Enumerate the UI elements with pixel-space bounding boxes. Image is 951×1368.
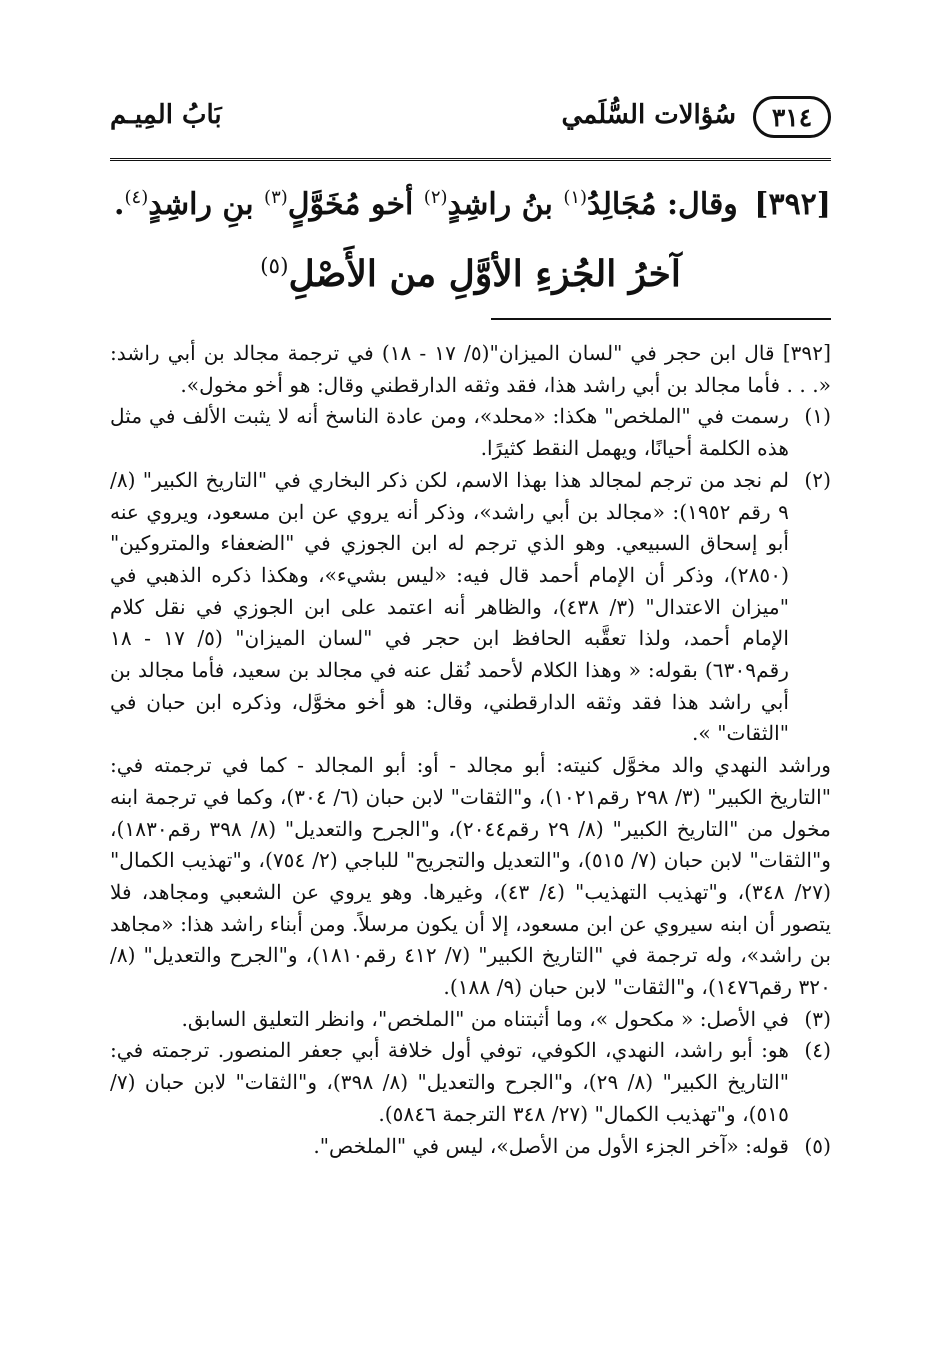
book-title: سُؤالات السُّلَمي	[561, 100, 736, 130]
end-of-part-title: آخرُ الجُزءِ الأوَّلِ من الأَصْلِ	[288, 253, 681, 295]
footnote-text: هو: أبو راشد، النهدي، الكوفي، توفي أول خلافة أبي جعفر المنصور. ترجمته في: "التاريخ الكبير" (٨/ ٢٩)، و"الجرح والتعديل" (٨/ ٣٩٨)، و"الثقات" لابن حبان (٧/ ٥١٥)، و"تهذيب الكمال" (٢٧/ ٣٤٨ الترجمة ٥٨٤٦).	[110, 1038, 789, 1126]
footnote-number: (١)	[804, 404, 831, 429]
footnote-ref-3[interactable]: (٣)	[264, 187, 288, 208]
footnote-text: قوله: «آخر الجزء الأول من الأصل»، ليس في "الملخص".	[313, 1133, 789, 1158]
footnote-2-continuation: وراشد النهدي والد مخوَّل كنيته: أبو مجالد - أو: أبو المجالد - كما في ترجمته في: "التاريخ الكبير" (٣/ ٢٩٨ رقم١٠٢١)، و"الثقات" لابن حبان (٦/ ٣٠٤)، وكما في ترجمة ابنه مخول من "التاريخ الكبير" (٨/ ٢٩ رقم٢٠٤٤)، و"الجرح والتعديل" (٨/ ٣٩٨ رقم١٨٣٠)، و"الثقات" لابن حبان (٧/ ٥١٥)، و"التعديل والتجريح" للباجي (٢/ ٧٥٤)، و"تهذيب الكمال" (٢٧/ ٣٤٨)، و"تهذيب التهذيب" (٤/ ٤٣)، وغيرها. وهو يروي عن الشعبي ومجاهد، فلا يتصور أن ابنه سيروي عن ابن مسعود، إلا أن يكون مرسلاً. ومن أبناء راشد هذا: «مجاهد بن راشد»، وله ترجمة في "التاريخ الكبير" (٧/ ٤١٢ رقم١٨١٠)، و"الجرح والتعديل" (٨/ ٣٢٠ رقم١٤٧٦)، و"الثقات" لابن حبان (٩/ ١٨٨).	[110, 753, 832, 1000]
page-number: ٣١٤	[753, 96, 831, 138]
footnote-number: (٥)	[804, 1133, 831, 1158]
footnote-1	[110, 401, 831, 464]
footnote-number: (٤)	[804, 1038, 831, 1063]
footnote-ref-4[interactable]: (٤)	[124, 187, 149, 208]
footnote-text: رسمت في "الملخص" هكذا: «محلد»، ومن عادة الناسخ أنه لا يثبت الألف في مثل هذه الكلمة أحيانًا، ويهمل النقط كثيرًا.	[110, 404, 789, 461]
end-of-part-heading	[110, 244, 831, 304]
footnote-5	[110, 1131, 831, 1163]
chapter-title: بَابُ المِيـم	[110, 100, 222, 130]
footnote-4	[110, 1035, 831, 1130]
footnote-ref-5[interactable]: (٥)	[260, 254, 289, 279]
footnote-2	[110, 465, 831, 750]
entry-text-3: أخو مُخَوَّلٍ	[287, 187, 414, 222]
entry-text-4: بنِ راشِدٍ	[148, 187, 254, 222]
footnote-ref-2[interactable]: (٢)	[423, 187, 448, 208]
running-header	[110, 96, 831, 161]
footnote-text: لم نجد من ترجم لمجالد هذا بهذا الاسم، لكن ذكر البخاري في "التاريخ الكبير" (٨/ ٩ رقم ١٩٥٢): «مجالد بن أبي راشد»، وذكر أنه يروي عن ابن مسعود، ويروي عنه أبو إسحاق السبيعي. وهو الذي ترجم له ابن الجوزي في "الضعفاء والمتروكين" (٢٨٥٠)، وذكر أن الإمام أحمد قال فيه: «ليس بشيء»، وهكذا ذكره الذهبي في "ميزان الاعتدال" (٣/ ٤٣٨)، والظاهر أنه اعتمد على ابن الجوزي في نقل كلام الإمام أحمد، ولذا تعقَّبه الحافظ ابن حجر في "لسان الميزان" (٥/ ١٧ - ١٨ رقم٦٣٠٩) بقوله: « وهذا الكلام لأحمد نُقل عنه في مجالد بن سعيد، فأما مجالد بن أبي راشد هذا فقد وثقه الدارقطني، وقال: هو أخو مخوَّل، وذكره ابن حبان في "الثقات" ».	[110, 467, 790, 746]
footnote-3	[110, 1004, 831, 1036]
entry-text-2: بنُ راشِدٍ	[447, 187, 553, 222]
footnote-ref-1[interactable]: (١)	[563, 187, 588, 208]
footnotes	[110, 338, 831, 1162]
entry-text-end: .	[114, 187, 125, 222]
footnote-number: (٢)	[804, 467, 831, 492]
footnote-number: (٣)	[804, 1006, 831, 1031]
footnote-separator	[491, 318, 831, 320]
footnote-text: في الأصل: « مكحول »، وما أثبتناه من "الملخص"، وانظر التعليق السابق.	[181, 1006, 789, 1031]
footnote-main: [٣٩٢] قال ابن حجر في "لسان الميزان"(٥/ ١٧ - ١٨) في ترجمة مجالد بن أبي راشد: «. . . فأما مجالد بن أبي راشد هذا، فقد وثقه الدارقطني وقال: هو أخو مخول».	[110, 341, 832, 397]
entry-number: [٣٩٢]	[754, 187, 831, 222]
entry-392	[110, 172, 831, 238]
entry-text-1: وقال: مُجَالِدُ	[587, 187, 738, 222]
